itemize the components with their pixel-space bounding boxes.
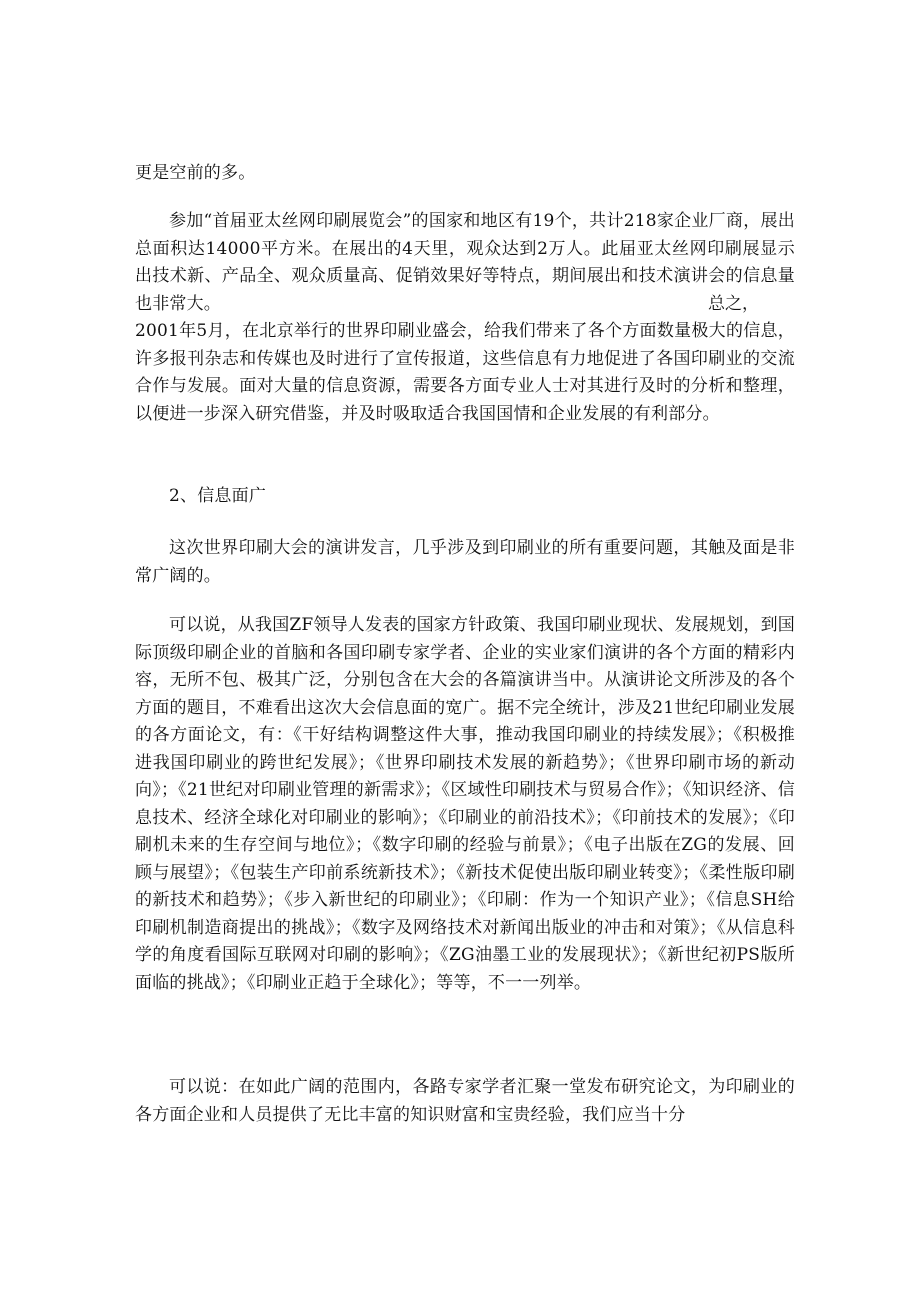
paragraph-paper-list: 可以说，从我国ZF领导人发表的国家方针政策、我国印刷业现状、发展规划，到国际顶级印刷企业的首脑和各国印刷专家学者、企业的实业家们演讲的各个方面的精彩内容，无所不包、极其广泛，分别包含在大会的各篇演讲当中。从演讲论文所涉及的各个方面的题目，不难看出这次大会信息面的宽广。据不完全统计，涉及21世纪印刷业发展的各方面论文，有：《干好结构调整这件大事，推动我国印刷业的持续发展》；《积极推进我国印刷业的跨世纪发展》；《世界印刷技术发展的新趋势》；《世界印刷市场的新动向》；《21世纪对印刷业管理的新需求》；《区域性印刷技术与贸易合作》；《知识经济、信息技术、经济全球化对印刷业的影响》；《印刷业的前沿技术》；《印前技术的发展》；《印刷机未来的生存空间与地位》；《数字印刷的经验与前景》；《电子出版在ZG的发展、回顾与展望》；《包装生产印前系统新技术》；《新技术促使出版印刷业转变》；《柔性版印刷的新技术和趋势》；《步入新世纪的印刷业》；《印刷：作为一个知识产业》；《信息SH给印刷机制造商提出的挑战》；《数字及网络技术对新闻出版业的冲击和对策》；《从信息科学的角度看国际互联网对印刷的影响》；《ZG油墨工业的发展现状》；《新世纪初PS版所面临的挑战》；《印刷业正趋于全球化》；等等，不一一列举。 bbox=[135, 615, 796, 993]
paragraph-continuation: 更是空前的多。 bbox=[135, 163, 256, 183]
section-heading: 2、信息面广 bbox=[169, 486, 267, 506]
paragraph-exhibition: 参加“首届亚太丝网印刷展览会”的国家和地区有19个，共计218家企业厂商，展出总面积达14000平方米。在展出的4天里，观众达到2万人。此届亚太丝网印刷展显示出技术新、产品全、观众质量高、促销效果好等特点，期间展出和技术演讲会的信息量也非常大。 bbox=[135, 211, 795, 314]
paragraph-conclusion: 可以说：在如此广阔的范围内，各路专家学者汇聚一堂发布研究论文，为印刷业的各方面企业和人员提供了无比丰富的知识财富和宝贵经验，我们应当十分 bbox=[135, 1077, 795, 1125]
paragraph-summary-lead: 总之， bbox=[708, 294, 759, 314]
paragraph-summary: 2001年5月，在北京举行的世界印刷业盛会，给我们带来了各个方面数量极大的信息，许多报刊杂志和传媒也及时进行了宣传报道，这些信息有力地促进了各国印刷业的交流合作与发展。面对大量的信息资源，需要各方面专业人士对其进行及时的分析和整理，以便进一步深入研究借鉴，并及时吸取适合我国国情和企业发展的有利部分。 bbox=[135, 321, 795, 424]
paragraph-scope-intro: 这次世界印刷大会的演讲发言，几乎涉及到印刷业的所有重要问题，其触及面是非常广阔的。 bbox=[135, 538, 795, 586]
